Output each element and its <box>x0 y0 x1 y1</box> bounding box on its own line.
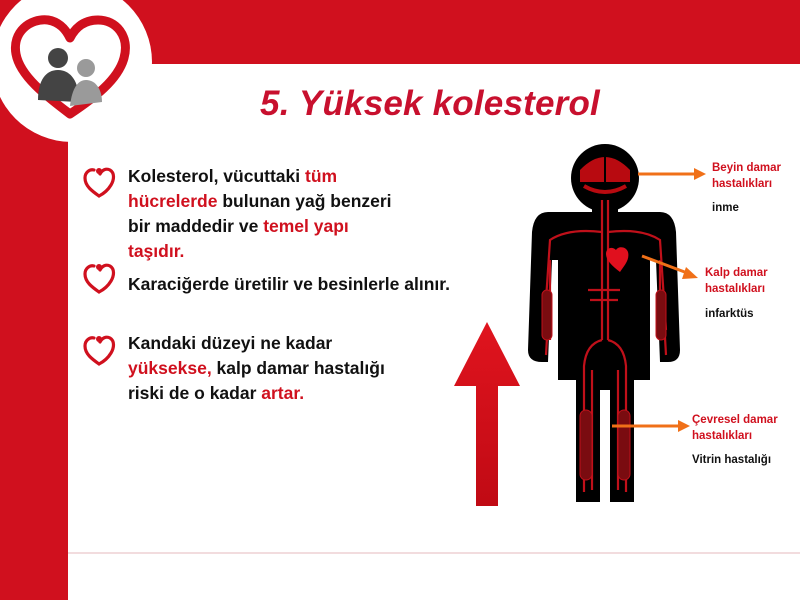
peripheral-pointer-arrow <box>612 416 692 436</box>
heart-people-bullet-icon <box>82 166 116 200</box>
heart-pointer-arrow <box>640 252 700 282</box>
heart-people-bullet-icon <box>82 262 116 296</box>
highlight-text: hücrelerde <box>128 191 218 211</box>
highlight-text: tüm <box>305 166 338 186</box>
brain-annotation-sub: inme <box>712 202 739 214</box>
slide-title: 5. Yüksek kolesterol <box>260 84 600 123</box>
bullet-text <box>128 164 458 264</box>
brain-pointer-arrow <box>638 164 708 184</box>
peripheral-annotation-sub: Vitrin hastalığı <box>692 454 772 466</box>
highlight-text: temel yapı <box>263 216 349 236</box>
body-text: bulunan yağ benzeri <box>217 191 392 211</box>
up-arrow-icon <box>452 320 522 510</box>
bullet-text <box>128 272 508 297</box>
body-text: kalp damar hastalığı <box>211 358 385 378</box>
heart-annotation-title: Kalp damar hastalıkları <box>705 267 768 295</box>
bullet-text <box>128 331 458 406</box>
body-text: riski de o kadar <box>128 383 262 403</box>
body-text: Kolesterol, vücuttaki <box>128 166 305 186</box>
body-text: bir maddedir ve <box>128 216 264 236</box>
body-text: Karaciğerde üretilir ve besinlerle alınır. <box>128 274 450 294</box>
heart-people-bullet-icon <box>82 334 116 368</box>
body-text: Kandaki düzeyi ne kadar <box>128 333 333 353</box>
brain-annotation-title: Beyin damar hastalıkları <box>712 162 782 190</box>
human-circulatory-figure <box>528 140 680 510</box>
heart-annotation-sub: infarktüs <box>705 308 754 320</box>
highlight-text: yüksekse, <box>128 358 212 378</box>
peripheral-annotation-title: Çevresel damar hastalıkları <box>692 414 778 442</box>
highlight-text: artar. <box>261 383 305 403</box>
highlight-text: taşıdır. <box>128 241 185 261</box>
